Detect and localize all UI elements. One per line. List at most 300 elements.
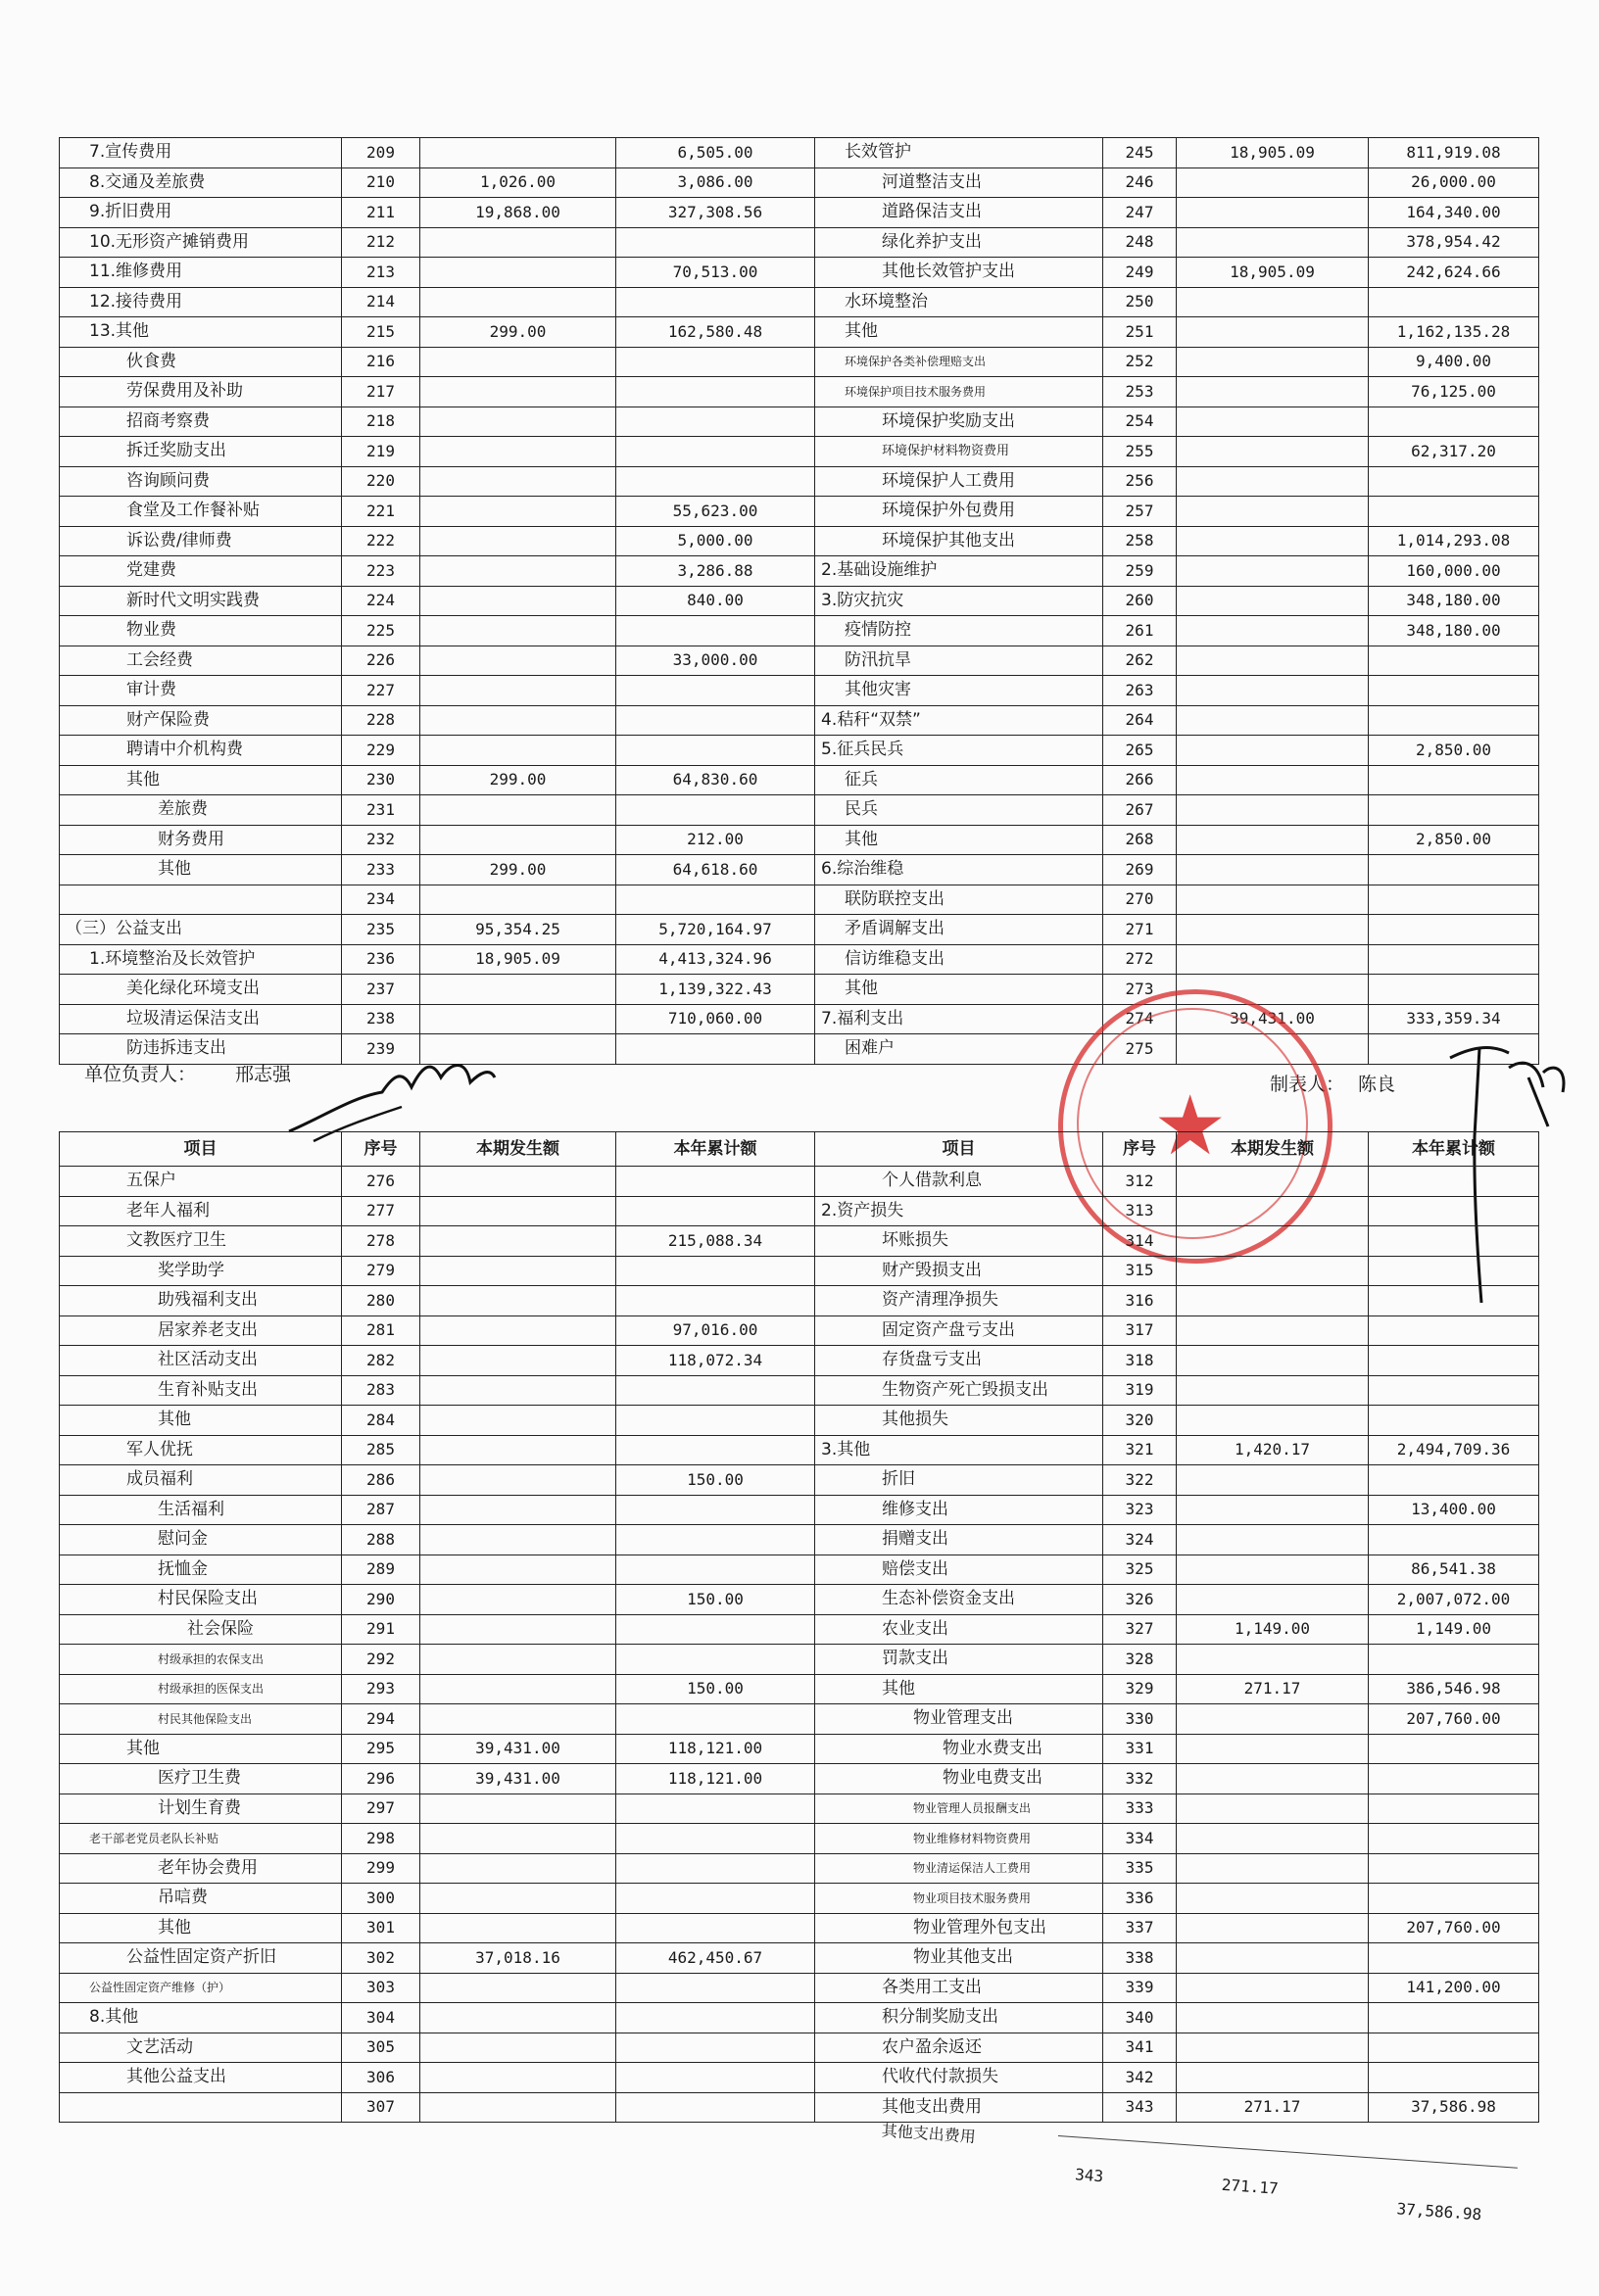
- item-label: 文教医疗卫生: [60, 1226, 342, 1257]
- current-amount: [420, 138, 616, 168]
- item-label: 征兵: [815, 765, 1103, 795]
- seq-number: 239: [342, 1034, 420, 1065]
- seq-number: 303: [342, 1973, 420, 2003]
- current-amount: 299.00: [420, 765, 616, 795]
- item-label: 物业费: [60, 616, 342, 646]
- seq-number: 289: [342, 1555, 420, 1585]
- seq-number: 278: [342, 1226, 420, 1257]
- current-amount: [1177, 1824, 1369, 1854]
- item-label: 捐赠支出: [815, 1525, 1103, 1555]
- current-amount: [420, 705, 616, 736]
- cumulative-amount: [616, 885, 815, 915]
- cumulative-amount: [1369, 1794, 1539, 1824]
- expense-table-bottom: [59, 1131, 1539, 2123]
- cumulative-amount: [616, 1375, 815, 1406]
- item-label: 咨询顾问费: [60, 466, 342, 497]
- cumulative-amount: [1369, 1824, 1539, 1854]
- item-label: 9.折旧费用: [60, 198, 342, 228]
- current-amount: [420, 586, 616, 616]
- table-row: [60, 1794, 1539, 1824]
- item-label: 公益性固定资产折旧: [60, 1943, 342, 1974]
- cumulative-amount: 3,086.00: [616, 167, 815, 198]
- cumulative-amount: 207,760.00: [1369, 1913, 1539, 1943]
- cumulative-amount: 1,162,135.28: [1369, 317, 1539, 348]
- table-row: [60, 825, 1539, 855]
- item-label: 环境保护人工费用: [815, 466, 1103, 497]
- item-label: 美化绿化环境支出: [60, 975, 342, 1005]
- seq-number: 331: [1103, 1734, 1177, 1764]
- current-amount: [420, 556, 616, 587]
- cumulative-amount: 4,413,324.96: [616, 944, 815, 975]
- seq-number: 282: [342, 1346, 420, 1376]
- cumulative-amount: 37,586.98: [1369, 2092, 1539, 2123]
- item-label: 农业支出: [815, 1614, 1103, 1645]
- cumulative-amount: 2,850.00: [1369, 825, 1539, 855]
- cumulative-amount: [616, 1614, 815, 1645]
- item-label: 环境保护各类补偿理赔支出: [815, 347, 1103, 377]
- item-label: 财产毁损支出: [815, 1256, 1103, 1286]
- current-amount: [420, 497, 616, 527]
- table-row: [60, 1226, 1539, 1257]
- cumulative-amount: [616, 1794, 815, 1824]
- current-amount: [1177, 437, 1369, 467]
- current-amount: 18,905.09: [1177, 138, 1369, 168]
- cumulative-amount: [616, 347, 815, 377]
- current-amount: [1177, 377, 1369, 407]
- cumulative-amount: [616, 2003, 815, 2033]
- current-amount: [420, 795, 616, 826]
- current-amount: [420, 287, 616, 317]
- current-amount: [420, 227, 616, 258]
- cumulative-amount: 9,400.00: [1369, 347, 1539, 377]
- cumulative-amount: [1369, 1315, 1539, 1346]
- seq-number: 286: [342, 1465, 420, 1496]
- current-amount: 18,905.09: [420, 944, 616, 975]
- item-label: 伙食费: [60, 347, 342, 377]
- cumulative-amount: 160,000.00: [1369, 556, 1539, 587]
- current-amount: 39,431.00: [420, 1734, 616, 1764]
- item-label: 3.其他: [815, 1435, 1103, 1465]
- item-label: 物业维修材料物资费用: [815, 1824, 1103, 1854]
- current-amount: 299.00: [420, 317, 616, 348]
- cumulative-amount: [1369, 1167, 1539, 1197]
- current-amount: 18,905.09: [1177, 258, 1369, 288]
- cumulative-amount: [1369, 646, 1539, 676]
- seq-number: 250: [1103, 287, 1177, 317]
- item-label: 民兵: [815, 795, 1103, 826]
- table-row: [60, 1913, 1539, 1943]
- current-amount: [420, 1674, 616, 1704]
- seq-number: 316: [1103, 1286, 1177, 1316]
- item-label: 公益性固定资产维修（护）: [60, 1973, 342, 2003]
- item-label: 积分制奖励支出: [815, 2003, 1103, 2033]
- current-amount: [1177, 1884, 1369, 1914]
- item-label: 其他长效管护支出: [815, 258, 1103, 288]
- item-label: 物业水费支出: [815, 1734, 1103, 1764]
- table-row: [60, 1167, 1539, 1197]
- current-amount: [420, 1585, 616, 1615]
- seq-number: 292: [342, 1645, 420, 1675]
- item-label: 环境保护材料物资费用: [815, 437, 1103, 467]
- current-amount: [420, 1913, 616, 1943]
- current-amount: [420, 736, 616, 766]
- seq-number: 297: [342, 1794, 420, 1824]
- star-icon: ★: [1153, 1077, 1228, 1173]
- seq-number: 337: [1103, 1913, 1177, 1943]
- cumulative-amount: [1369, 855, 1539, 885]
- cumulative-amount: 5,720,164.97: [616, 915, 815, 945]
- current-amount: [420, 2092, 616, 2123]
- item-label: 五保户: [60, 1167, 342, 1197]
- seq-number: 342: [1103, 2063, 1177, 2093]
- seq-number: 238: [342, 1004, 420, 1034]
- item-label: 其他: [60, 1913, 342, 1943]
- table-row: [60, 1973, 1539, 2003]
- table-row: [60, 437, 1539, 467]
- table-row: [60, 167, 1539, 198]
- item-label: （三）公益支出: [60, 915, 342, 945]
- seq-number: 263: [1103, 676, 1177, 706]
- table-row: [60, 705, 1539, 736]
- cumulative-amount: [1369, 287, 1539, 317]
- current-amount: [1177, 1167, 1369, 1197]
- current-amount: [1177, 1465, 1369, 1496]
- cumulative-amount: [616, 1884, 815, 1914]
- cumulative-amount: 1,139,322.43: [616, 975, 815, 1005]
- cumulative-amount: 462,450.67: [616, 1943, 815, 1974]
- table-row: [60, 1315, 1539, 1346]
- column-header: 本期发生额: [1177, 1132, 1369, 1167]
- current-amount: 39,431.00: [1177, 1004, 1369, 1034]
- current-amount: [420, 1645, 616, 1675]
- current-amount: [1177, 1794, 1369, 1824]
- seq-number: 253: [1103, 377, 1177, 407]
- current-amount: [1177, 198, 1369, 228]
- seq-number: 281: [342, 1315, 420, 1346]
- seq-number: 338: [1103, 1943, 1177, 1974]
- seq-number: 277: [342, 1196, 420, 1226]
- item-label: 长效管护: [815, 138, 1103, 168]
- cumulative-amount: [1369, 1764, 1539, 1794]
- current-amount: 37,018.16: [420, 1943, 616, 1974]
- cumulative-amount: 811,919.08: [1369, 138, 1539, 168]
- cumulative-amount: 70,513.00: [616, 258, 815, 288]
- seq-number: 217: [342, 377, 420, 407]
- item-label: 差旅费: [60, 795, 342, 826]
- seq-number: 327: [1103, 1614, 1177, 1645]
- seq-number: 304: [342, 2003, 420, 2033]
- column-header: 项目: [60, 1132, 342, 1167]
- seq-number: 305: [342, 2033, 420, 2063]
- seq-number: 334: [1103, 1824, 1177, 1854]
- table-row: [60, 1346, 1539, 1376]
- current-amount: [420, 885, 616, 915]
- seq-number: 275: [1103, 1034, 1177, 1065]
- item-label: 物业管理人员报酬支出: [815, 1794, 1103, 1824]
- table-row: [60, 1824, 1539, 1854]
- seq-number: 214: [342, 287, 420, 317]
- item-label: 其他灾害: [815, 676, 1103, 706]
- item-label: 4.秸秆“双禁”: [815, 705, 1103, 736]
- current-amount: [420, 616, 616, 646]
- strip-seq: 343: [1074, 2165, 1104, 2186]
- item-label: 8.交通及差旅费: [60, 167, 342, 198]
- current-amount: 271.17: [1177, 2092, 1369, 2123]
- cumulative-amount: [1369, 915, 1539, 945]
- table-row: [60, 915, 1539, 945]
- current-amount: [420, 1315, 616, 1346]
- table-row: [60, 1196, 1539, 1226]
- cumulative-amount: 207,760.00: [1369, 1704, 1539, 1735]
- current-amount: [420, 1004, 616, 1034]
- current-amount: 1,026.00: [420, 167, 616, 198]
- seq-number: 319: [1103, 1375, 1177, 1406]
- seq-number: 271: [1103, 915, 1177, 945]
- cumulative-amount: 3,286.88: [616, 556, 815, 587]
- current-amount: [1177, 1764, 1369, 1794]
- seq-number: 236: [342, 944, 420, 975]
- item-label: 10.无形资产摊销费用: [60, 227, 342, 258]
- item-label: 坏账损失: [815, 1226, 1103, 1257]
- seq-number: 226: [342, 646, 420, 676]
- item-label: 社会保险: [60, 1614, 342, 1645]
- seq-number: 300: [342, 1884, 420, 1914]
- table-row: [60, 407, 1539, 437]
- cumulative-amount: 26,000.00: [1369, 167, 1539, 198]
- cumulative-amount: [1369, 975, 1539, 1005]
- item-label: 计划生育费: [60, 1794, 342, 1824]
- current-amount: [420, 676, 616, 706]
- current-amount: [420, 646, 616, 676]
- item-label: 党建费: [60, 556, 342, 587]
- cumulative-amount: 150.00: [616, 1585, 815, 1615]
- seq-number: 254: [1103, 407, 1177, 437]
- cumulative-amount: [616, 736, 815, 766]
- cumulative-amount: [616, 407, 815, 437]
- cumulative-amount: [1369, 466, 1539, 497]
- item-label: 村民其他保险支出: [60, 1704, 342, 1735]
- seq-number: 233: [342, 855, 420, 885]
- item-label: 奖学助学: [60, 1256, 342, 1286]
- current-amount: [420, 1465, 616, 1496]
- current-amount: [1177, 1495, 1369, 1525]
- item-label: 诉讼费/律师费: [60, 526, 342, 556]
- item-label: 赔偿支出: [815, 1555, 1103, 1585]
- seq-number: 230: [342, 765, 420, 795]
- table-row: [60, 885, 1539, 915]
- seq-number: 257: [1103, 497, 1177, 527]
- seq-number: 249: [1103, 258, 1177, 288]
- cumulative-amount: 215,088.34: [616, 1226, 815, 1257]
- current-amount: [420, 2033, 616, 2063]
- item-label: 资产清理净损失: [815, 1286, 1103, 1316]
- cumulative-amount: [1369, 2003, 1539, 2033]
- seq-number: 267: [1103, 795, 1177, 826]
- current-amount: [1177, 765, 1369, 795]
- cumulative-amount: [616, 616, 815, 646]
- seq-number: 255: [1103, 437, 1177, 467]
- seq-number: 273: [1103, 975, 1177, 1005]
- current-amount: [420, 1614, 616, 1645]
- seq-number: 252: [1103, 347, 1177, 377]
- current-amount: [1177, 2003, 1369, 2033]
- seq-number: 248: [1103, 227, 1177, 258]
- cumulative-amount: [616, 795, 815, 826]
- table-row: [60, 1884, 1539, 1914]
- current-amount: [1177, 526, 1369, 556]
- seq-number: 234: [342, 885, 420, 915]
- cumulative-amount: [616, 1034, 815, 1065]
- current-amount: [1177, 736, 1369, 766]
- item-label: 社区活动支出: [60, 1346, 342, 1376]
- item-label: 折旧: [815, 1465, 1103, 1496]
- table-row: [60, 1674, 1539, 1704]
- cumulative-amount: [1369, 1226, 1539, 1257]
- cumulative-amount: [1369, 497, 1539, 527]
- current-amount: [1177, 2063, 1369, 2093]
- table-row: [60, 1465, 1539, 1496]
- cumulative-amount: 33,000.00: [616, 646, 815, 676]
- table-row: [60, 795, 1539, 826]
- item-label: 防汛抗旱: [815, 646, 1103, 676]
- item-label: 文艺活动: [60, 2033, 342, 2063]
- strip-label: 其他支出费用: [881, 2121, 977, 2147]
- table-row: [60, 497, 1539, 527]
- cumulative-amount: 5,000.00: [616, 526, 815, 556]
- item-label: 聘请中介机构费: [60, 736, 342, 766]
- current-amount: [1177, 317, 1369, 348]
- seq-number: 266: [1103, 765, 1177, 795]
- item-label: 助残福利支出: [60, 1286, 342, 1316]
- seq-number: 235: [342, 915, 420, 945]
- item-label: 水环境整治: [815, 287, 1103, 317]
- current-amount: [420, 258, 616, 288]
- item-label: 物业清运保洁人工费用: [815, 1853, 1103, 1884]
- cumulative-amount: [616, 1913, 815, 1943]
- seq-number: 324: [1103, 1525, 1177, 1555]
- current-amount: 299.00: [420, 855, 616, 885]
- table-row: [60, 855, 1539, 885]
- cumulative-amount: 76,125.00: [1369, 377, 1539, 407]
- current-amount: [1177, 885, 1369, 915]
- cumulative-amount: 710,060.00: [616, 1004, 815, 1034]
- current-amount: [1177, 1406, 1369, 1436]
- cumulative-amount: [616, 1555, 815, 1585]
- cumulative-amount: [1369, 765, 1539, 795]
- preparer-label: 制表人：: [1270, 1074, 1345, 1095]
- table-row: [60, 616, 1539, 646]
- seq-number: 212: [342, 227, 420, 258]
- current-amount: [1177, 915, 1369, 945]
- seq-number: 343: [1103, 2092, 1177, 2123]
- seq-number: 227: [342, 676, 420, 706]
- cumulative-amount: [616, 1167, 815, 1197]
- cumulative-amount: [616, 676, 815, 706]
- item-label: 居家养老支出: [60, 1315, 342, 1346]
- seq-number: 329: [1103, 1674, 1177, 1704]
- cumulative-amount: 97,016.00: [616, 1315, 815, 1346]
- table-row: [60, 1495, 1539, 1525]
- table-row: [60, 1004, 1539, 1034]
- table-row: [60, 765, 1539, 795]
- current-amount: [1177, 646, 1369, 676]
- cumulative-amount: 348,180.00: [1369, 616, 1539, 646]
- current-amount: [420, 1853, 616, 1884]
- current-amount: [1177, 1704, 1369, 1735]
- expense-table-top: [59, 137, 1539, 1065]
- item-label: 7.福利支出: [815, 1004, 1103, 1034]
- cumulative-amount: 348,180.00: [1369, 586, 1539, 616]
- seq-number: 210: [342, 167, 420, 198]
- seq-number: 298: [342, 1824, 420, 1854]
- current-amount: [420, 1406, 616, 1436]
- item-label: 其他: [60, 1734, 342, 1764]
- item-label: 物业项目技术服务费用: [815, 1884, 1103, 1914]
- cumulative-amount: [1369, 885, 1539, 915]
- current-amount: [1177, 1973, 1369, 2003]
- cumulative-amount: [1369, 407, 1539, 437]
- seq-number: 291: [342, 1614, 420, 1645]
- cumulative-amount: [1369, 1645, 1539, 1675]
- item-label: 物业其他支出: [815, 1943, 1103, 1974]
- cumulative-amount: 13,400.00: [1369, 1495, 1539, 1525]
- cumulative-amount: [616, 1435, 815, 1465]
- current-amount: [1177, 1256, 1369, 1286]
- item-label: 物业电费支出: [815, 1764, 1103, 1794]
- item-label: [60, 2092, 342, 2123]
- column-header: 项目: [815, 1132, 1103, 1167]
- seq-number: 221: [342, 497, 420, 527]
- item-label: 医疗卫生费: [60, 1764, 342, 1794]
- current-amount: [1177, 705, 1369, 736]
- current-amount: [420, 1167, 616, 1197]
- current-amount: [420, 2063, 616, 2093]
- current-amount: [420, 1435, 616, 1465]
- seq-number: 336: [1103, 1884, 1177, 1914]
- seq-number: 320: [1103, 1406, 1177, 1436]
- seq-number: 279: [342, 1256, 420, 1286]
- cumulative-amount: [616, 1704, 815, 1735]
- seq-number: 260: [1103, 586, 1177, 616]
- current-amount: [1177, 1286, 1369, 1316]
- current-amount: [420, 466, 616, 497]
- cumulative-amount: [616, 1406, 815, 1436]
- cumulative-amount: 333,359.34: [1369, 1004, 1539, 1034]
- item-label: 村民保险支出: [60, 1585, 342, 1615]
- cumulative-amount: [616, 287, 815, 317]
- item-label: 拆迁奖励支出: [60, 437, 342, 467]
- cumulative-amount: [616, 1824, 815, 1854]
- table-row: [60, 2063, 1539, 2093]
- cumulative-amount: [616, 1196, 815, 1226]
- seq-number: 220: [342, 466, 420, 497]
- current-amount: 19,868.00: [420, 198, 616, 228]
- item-label: 抚恤金: [60, 1555, 342, 1585]
- item-label: 疫情防控: [815, 616, 1103, 646]
- cumulative-amount: 327,308.56: [616, 198, 815, 228]
- strip-cumulative: 37,586.98: [1395, 2199, 1482, 2224]
- cumulative-amount: 86,541.38: [1369, 1555, 1539, 1585]
- item-label: 食堂及工作餐补贴: [60, 497, 342, 527]
- item-label: 其他: [60, 765, 342, 795]
- seq-number: 264: [1103, 705, 1177, 736]
- current-amount: [1177, 347, 1369, 377]
- current-amount: [1177, 287, 1369, 317]
- current-amount: [1177, 944, 1369, 975]
- seq-number: 269: [1103, 855, 1177, 885]
- current-amount: 1,420.17: [1177, 1435, 1369, 1465]
- cumulative-amount: [616, 1853, 815, 1884]
